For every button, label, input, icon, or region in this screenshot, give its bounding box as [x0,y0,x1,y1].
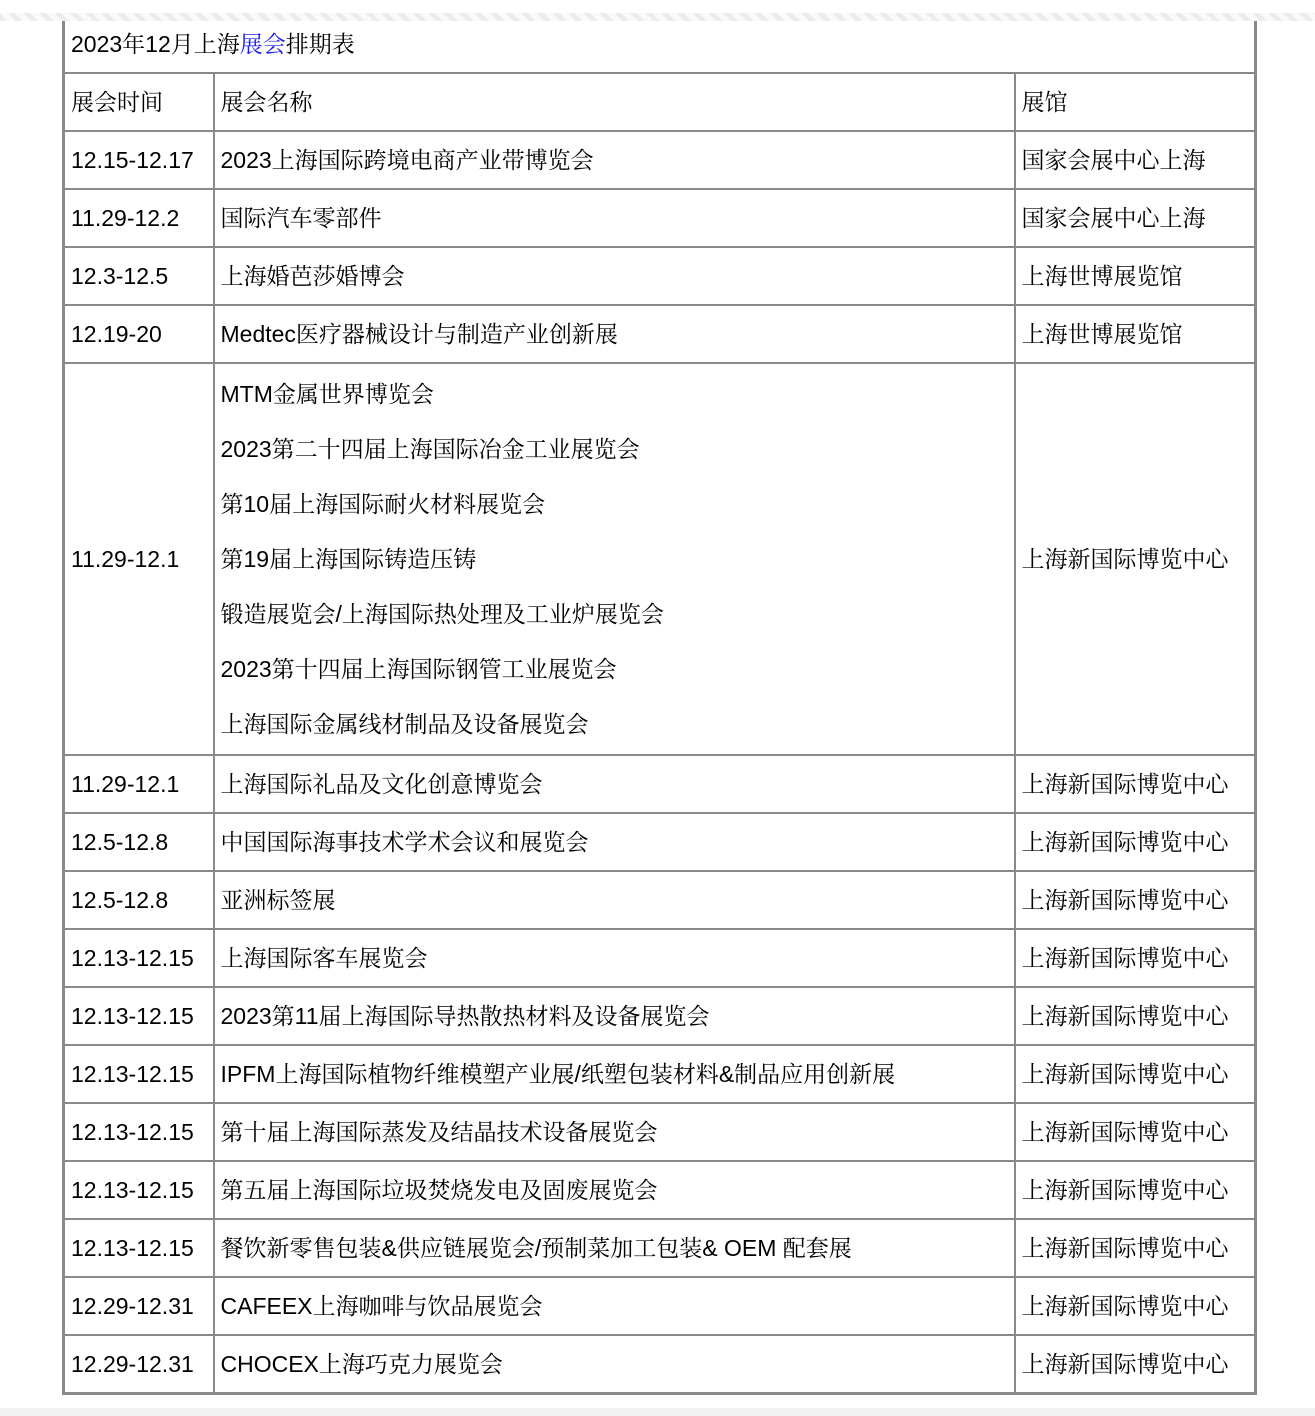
exhibition-name: 2023第二十四届上海国际冶金工业展览会 [220,436,640,462]
venue-cell: 上海世博展览馆 [1015,305,1256,363]
table-row [64,929,1256,987]
exhibition-name: 国际汽车零部件 [220,205,382,231]
venue-cell: 上海世博展览馆 [1015,247,1256,305]
bottom-strip [0,1408,1315,1416]
table-row [64,247,1256,305]
exhibition-name: CHOCEX上海巧克力展览会 [220,1351,503,1377]
name-cell [214,871,1015,929]
exhibition-name: 第五届上海国际垃圾焚烧发电及固废展览会 [220,1177,658,1203]
exhibition-name: 中国国际海事技术学术会议和展览会 [220,829,589,855]
venue-cell: 上海新国际博览中心 [1015,363,1256,755]
venue-cell: 上海新国际博览中心 [1015,1219,1256,1277]
table-row [64,1335,1256,1394]
table-row [64,305,1256,363]
name-cell [214,189,1015,247]
exhibition-name: 2023第11届上海国际导热散热材料及设备展览会 [220,1003,710,1029]
time-cell: 12.29-12.31 [64,1277,214,1335]
time-cell: 12.13-12.15 [64,1103,214,1161]
name-cell [214,1161,1015,1219]
time-cell: 12.13-12.15 [64,987,214,1045]
exhibition-name: 第10届上海国际耐火材料展览会 [220,491,546,517]
exhibition-name: 2023第十四届上海国际钢管工业展览会 [220,656,617,682]
time-cell: 12.13-12.15 [64,1045,214,1103]
exhibition-name: 第19届上海国际铸造压铸 [220,546,477,572]
table-row [64,131,1256,189]
venue-cell: 上海新国际博览中心 [1015,871,1256,929]
name-cell [214,929,1015,987]
name-cell [214,1277,1015,1335]
exhibition-name: 上海国际客车展览会 [220,945,428,971]
exhibition-name: 餐饮新零售包装&供应链展览会/预制菜加工包装& OEM 配套展 [220,1235,852,1261]
table-row [64,987,1256,1045]
venue-cell: 上海新国际博览中心 [1015,1335,1256,1394]
table-row [64,871,1256,929]
time-cell: 12.5-12.8 [64,871,214,929]
title-row [64,15,1256,74]
venue-cell: 上海新国际博览中心 [1015,755,1256,813]
title-link[interactable]: 展会 [239,31,286,57]
name-cell [214,305,1015,363]
title-suffix: 排期表 [285,31,355,57]
column-header-name: 展会名称 [214,73,1015,131]
name-cell [214,247,1015,305]
table-row [64,1277,1256,1335]
name-cell [214,363,1015,755]
time-cell: 12.13-12.15 [64,1161,214,1219]
time-cell: 12.13-12.15 [64,929,214,987]
exhibition-schedule-table [62,13,1257,1395]
table-row [64,813,1256,871]
time-cell: 12.5-12.8 [64,813,214,871]
exhibition-name: 上海国际金属线材制品及设备展览会 [220,711,589,737]
time-cell: 11.29-12.1 [64,755,214,813]
time-cell: 11.29-12.2 [64,189,214,247]
exhibition-name: 上海国际礼品及文化创意博览会 [220,771,543,797]
venue-cell: 上海新国际博览中心 [1015,1103,1256,1161]
top-hatch-bar [0,13,1315,21]
page-title [64,15,1256,74]
exhibition-name: CAFEEX上海咖啡与饮品展览会 [220,1293,543,1319]
time-cell: 12.13-12.15 [64,1219,214,1277]
column-header-venue: 展馆 [1015,73,1256,131]
venue-cell: 上海新国际博览中心 [1015,813,1256,871]
venue-cell: 国家会展中心上海 [1015,131,1256,189]
table-row [64,755,1256,813]
exhibition-name: 2023上海国际跨境电商产业带博览会 [220,147,594,173]
table-row [64,363,1256,755]
name-cell [214,755,1015,813]
table-row [64,189,1256,247]
column-header-time: 展会时间 [64,73,214,131]
time-cell: 12.29-12.31 [64,1335,214,1394]
name-cell [214,131,1015,189]
time-cell: 11.29-12.1 [64,363,214,755]
time-cell: 12.3-12.5 [64,247,214,305]
exhibition-name: Medtec医疗器械设计与制造产业创新展 [220,321,618,347]
exhibition-name: MTM金属世界博览会 [220,381,434,407]
name-cell [214,813,1015,871]
name-cell [214,987,1015,1045]
venue-cell: 上海新国际博览中心 [1015,1045,1256,1103]
exhibition-name: 亚洲标签展 [220,887,336,913]
table-row [64,1103,1256,1161]
venue-cell: 国家会展中心上海 [1015,189,1256,247]
exhibition-name: 上海婚芭莎婚博会 [220,263,405,289]
name-cell [214,1045,1015,1103]
venue-cell: 上海新国际博览中心 [1015,1161,1256,1219]
name-cell [214,1103,1015,1161]
header-row [64,73,1256,131]
exhibition-name: 锻造展览会/上海国际热处理及工业炉展览会 [220,601,664,627]
table-row [64,1161,1256,1219]
table-row [64,1045,1256,1103]
name-cell [214,1219,1015,1277]
venue-cell: 上海新国际博览中心 [1015,929,1256,987]
exhibition-name: 第十届上海国际蒸发及结晶技术设备展览会 [220,1119,658,1145]
title-prefix: 2023年12月上海 [71,31,240,57]
venue-cell: 上海新国际博览中心 [1015,987,1256,1045]
table-row [64,1219,1256,1277]
name-cell [214,1335,1015,1394]
time-cell: 12.15-12.17 [64,131,214,189]
venue-cell: 上海新国际博览中心 [1015,1277,1256,1335]
time-cell: 12.19-20 [64,305,214,363]
exhibition-name: IPFM上海国际植物纤维模塑产业展/纸塑包装材料&制品应用创新展 [220,1061,896,1087]
